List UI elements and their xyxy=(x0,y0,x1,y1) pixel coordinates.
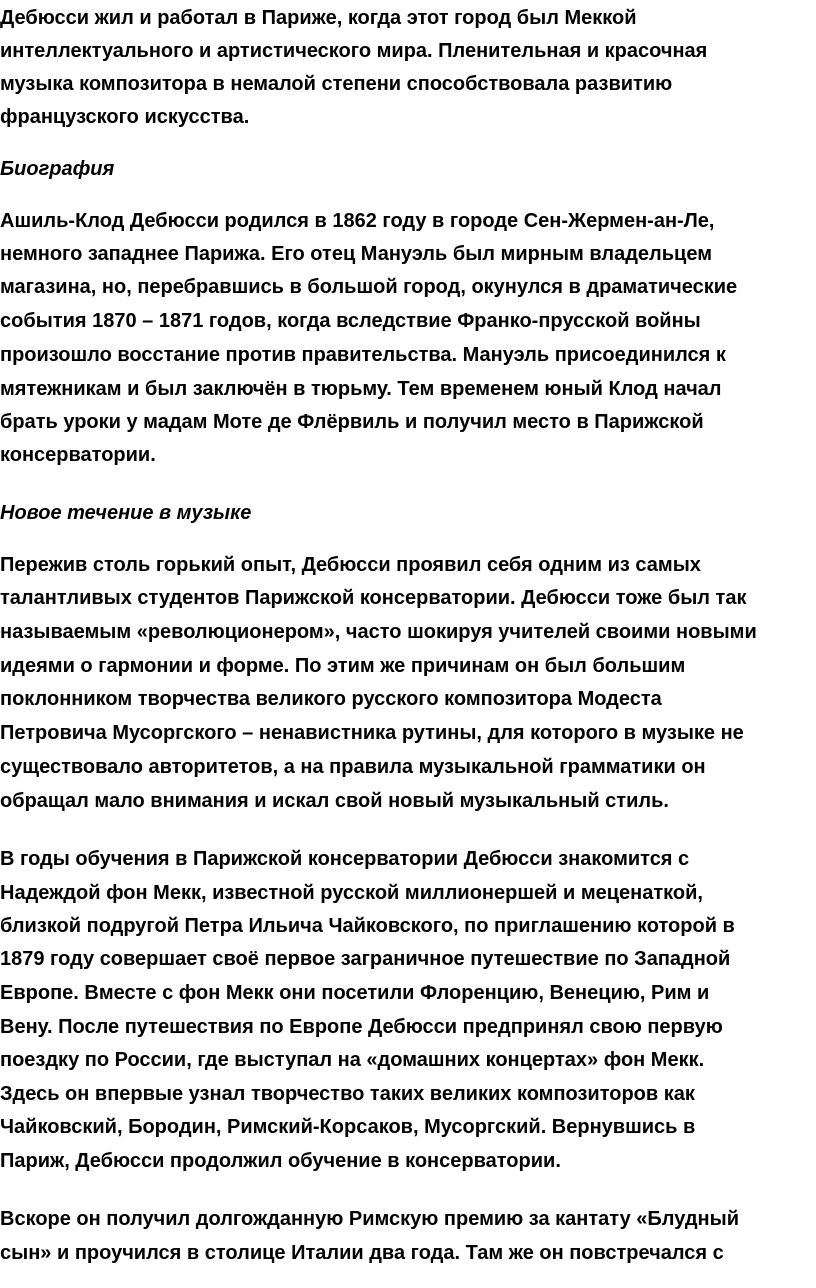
heading-new-current: Новое течение в музыке xyxy=(0,502,252,524)
studies-line: Вену. После путешествия по Европе Дебюсси предпринял свою первую xyxy=(0,1016,723,1038)
studies-line: Европе. Вместе с фон Мекк они посетили Флоренцию, Венецию, Рим и xyxy=(0,982,710,1004)
biography-line: консерватории. xyxy=(0,444,156,466)
new-current-line: талантливых студентов Парижской консерватории. Дебюсси тоже был так xyxy=(0,587,747,609)
new-current-line: поклонником творчества великого русского композитора Модеста xyxy=(0,688,662,710)
studies-line: поездку по России, где выступал на «домашних концертах» фон Мекк. xyxy=(0,1049,705,1071)
studies-line: В годы обучения в Парижской консерватории Дебюсси знакомится с xyxy=(0,848,690,870)
new-current-line: Пережив столь горький опыт, Дебюсси проявил себя одним из самых xyxy=(0,554,701,576)
new-current-line: называемым «революционером», часто шокируя учителей своими новыми xyxy=(0,621,757,643)
studies-line: 1879 году совершает своё первое заграничное путешествие по Западной xyxy=(0,948,731,970)
intro-line: Дебюсси жил и работал в Париже, когда этот город был Меккой xyxy=(0,7,637,29)
rome-line: Вскоре он получил долгожданную Римскую премию за кантату «Блудный xyxy=(0,1208,739,1230)
rome-line: сын» и проучился в столице Италии два года. Там же он повстречался с xyxy=(0,1242,724,1264)
biography-line: Ашиль-Клод Дебюсси родился в 1862 году в городе Сен-Жермен-ан-Ле, xyxy=(0,210,715,232)
biography-line: немного западнее Парижа. Его отец Мануэль был мирным владельцем xyxy=(0,243,713,265)
intro-line: французского искусства. xyxy=(0,106,250,128)
biography-line: произошло восстание против правительства. Мануэль присоединился к xyxy=(0,344,726,366)
new-current-line: обращал мало внимания и искал свой новый музыкальный стиль. xyxy=(0,790,669,812)
studies-line: Надеждой фон Мекк, известной русской миллионершей и меценаткой, xyxy=(0,882,703,904)
new-current-line: идеями о гармонии и форме. По этим же причинам он был большим xyxy=(0,655,686,677)
studies-line: Здесь он впервые узнал творчество таких великих композиторов как xyxy=(0,1083,695,1105)
biography-line: магазина, но, перебравшись в большой город, окунулся в драматические xyxy=(0,276,738,298)
studies-line: близкой подругой Петра Ильича Чайковского, по приглашению которой в xyxy=(0,915,735,937)
new-current-line: Петровича Мусоргского – ненавистника рутины, для которого в музыке не xyxy=(0,722,744,744)
intro-line: музыка композитора в немалой степени способствовала развитию xyxy=(0,73,673,95)
new-current-line: существовало авторитетов, а на правила музыкальной грамматики он xyxy=(0,756,706,778)
intro-line: интеллектуального и артистического мира. Пленительная и красочная xyxy=(0,40,708,62)
biography-line: брать уроки у мадам Моте де Флёрвиль и получил место в Парижской xyxy=(0,411,704,433)
studies-line: Чайковский, Бородин, Римский-Корсаков, Мусоргский. Вернувшись в xyxy=(0,1116,696,1138)
biography-line: события 1870 – 1871 годов, когда вследствие Франко-прусской войны xyxy=(0,310,701,332)
biography-line: мятежникам и был заключён в тюрьму. Тем временем юный Клод начал xyxy=(0,378,722,400)
heading-biography: Биография xyxy=(0,158,115,180)
studies-line: Париж, Дебюсси продолжил обучение в консерватории. xyxy=(0,1150,561,1172)
